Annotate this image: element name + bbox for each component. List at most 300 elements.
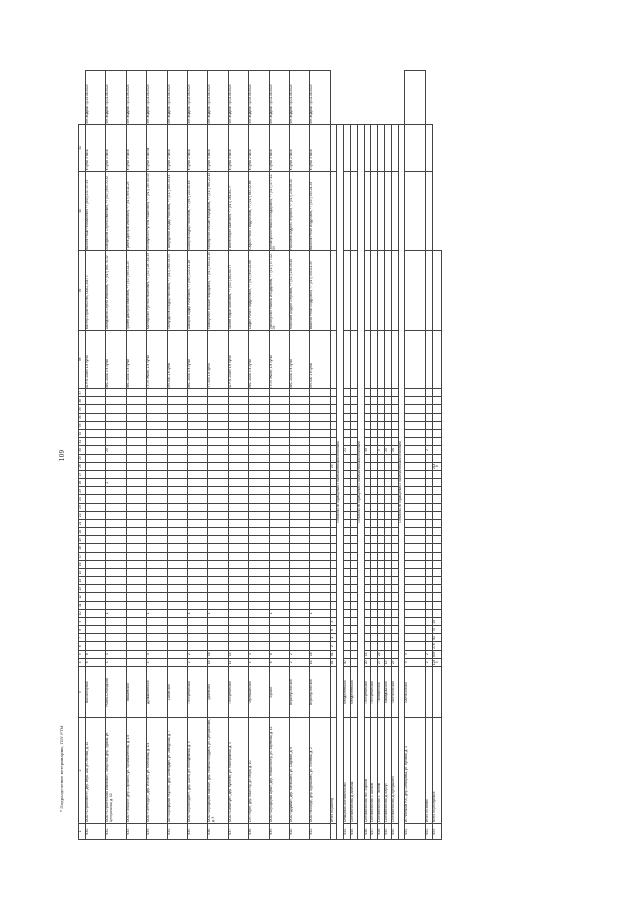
table-cell xyxy=(187,487,207,495)
table-cell xyxy=(385,519,392,527)
table-cell xyxy=(86,519,106,527)
table-cell xyxy=(330,124,337,171)
table-cell xyxy=(249,479,269,487)
table-cell xyxy=(405,470,425,478)
column-header: 41 xyxy=(79,124,86,171)
table-cell xyxy=(126,446,146,454)
table-cell xyxy=(167,593,187,601)
table-cell xyxy=(249,617,269,625)
table-cell xyxy=(364,389,371,397)
table-cell xyxy=(378,519,385,527)
table-cell xyxy=(385,470,392,478)
table-cell xyxy=(385,617,392,625)
table-cell xyxy=(425,389,432,397)
table-cell xyxy=(86,593,106,601)
table-cell: 25 xyxy=(391,658,398,666)
table-cell xyxy=(289,560,309,568)
table-cell xyxy=(371,421,378,429)
table-cell: ООО «Агрофирма Арча», дер. Новый Кинер, ул. Заречная, д. 12 xyxy=(269,718,289,823)
table-cell xyxy=(208,577,228,585)
table-cell xyxy=(432,536,441,544)
table-cell: СХП «Луч», дер. Кзыл Яр, ул. Мира, д. 10 xyxy=(249,718,269,823)
table-cell xyxy=(228,470,248,478)
table-cell xyxy=(391,617,398,625)
table-cell xyxy=(208,503,228,511)
table-cell xyxy=(385,585,392,593)
table-cell xyxy=(310,536,330,544)
table-cell xyxy=(371,397,378,405)
table-cell xyxy=(405,511,425,519)
column-header: 35 xyxy=(79,405,86,413)
table-cell xyxy=(126,503,146,511)
table-cell xyxy=(405,405,425,413)
table-cell xyxy=(289,577,309,585)
table-cell xyxy=(289,421,309,429)
table-cell xyxy=(228,430,248,438)
table-cell xyxy=(126,650,146,658)
table-cell xyxy=(289,479,309,487)
table-cell: Гайнутдинов Ильдар Раисович, +7 (917) 265-33-44 xyxy=(167,251,187,331)
table-cell xyxy=(289,413,309,421)
table-row xyxy=(86,71,106,840)
table-cell xyxy=(432,479,441,487)
table-cell xyxy=(106,617,126,625)
table-cell xyxy=(289,568,309,576)
table-cell xyxy=(344,470,351,478)
table-cell xyxy=(86,560,106,568)
table-cell xyxy=(310,560,330,568)
rotated-table-container xyxy=(78,70,442,840)
table-cell xyxy=(391,330,398,388)
table-cell: в сутки 2 часа xyxy=(187,124,207,171)
table-cell xyxy=(147,544,167,552)
table-cell xyxy=(378,330,385,388)
table-cell: 14 xyxy=(228,658,248,666)
table-cell xyxy=(126,454,146,462)
table-cell xyxy=(364,330,371,388)
table-cell xyxy=(228,462,248,470)
table-cell xyxy=(344,536,351,544)
summary-row xyxy=(378,71,385,840)
table-cell xyxy=(269,585,289,593)
table-cell xyxy=(126,397,146,405)
table-cell xyxy=(228,446,248,454)
table-cell xyxy=(425,495,432,503)
table-cell xyxy=(147,552,167,560)
table-cell xyxy=(330,568,337,576)
column-header: 30 xyxy=(79,446,86,454)
table-cell xyxy=(351,552,358,560)
table-cell xyxy=(106,421,126,429)
table-cell xyxy=(106,552,126,560)
table-cell xyxy=(269,519,289,527)
table-cell xyxy=(378,560,385,568)
table-cell xyxy=(310,389,330,397)
table-cell xyxy=(405,568,425,576)
table-cell xyxy=(208,552,228,560)
table-cell xyxy=(330,421,337,429)
table-cell xyxy=(249,503,269,511)
table-cell xyxy=(351,251,358,331)
table-cell xyxy=(86,577,106,585)
table-cell: 276 xyxy=(432,642,441,650)
table-cell xyxy=(167,552,187,560)
table-cell xyxy=(378,609,385,617)
table-cell xyxy=(228,487,248,495)
table-cell xyxy=(432,511,441,519)
table-cell xyxy=(289,511,309,519)
table-cell xyxy=(147,462,167,470)
table-cell xyxy=(126,413,146,421)
table-cell xyxy=(106,642,126,650)
summary-row xyxy=(425,71,432,840)
table-cell xyxy=(432,577,441,585)
table-cell xyxy=(330,666,337,717)
table-cell xyxy=(167,511,187,519)
table-cell: опт-выдача: ср.01.06.2024 xyxy=(147,71,167,125)
table-cell: ВКС-200Б 1 в сутки xyxy=(289,330,309,388)
table-cell: 630. xyxy=(86,823,106,839)
veterinary-objects-table xyxy=(78,70,442,840)
table-cell xyxy=(126,544,146,552)
table-cell xyxy=(391,413,398,421)
table-cell xyxy=(167,560,187,568)
table-cell xyxy=(228,397,248,405)
table-cell xyxy=(269,503,289,511)
table-cell: 639. xyxy=(269,823,289,839)
table-cell: 632. xyxy=(126,823,146,839)
table-cell xyxy=(425,454,432,462)
table-cell xyxy=(330,397,337,405)
table-cell xyxy=(106,495,126,503)
table-cell xyxy=(330,585,337,593)
table-cell xyxy=(351,585,358,593)
table-cell xyxy=(425,593,432,601)
table-cell xyxy=(405,601,425,609)
table-cell xyxy=(344,568,351,576)
table-cell xyxy=(228,536,248,544)
table-cell xyxy=(310,593,330,601)
table-cell xyxy=(351,650,358,658)
table-row xyxy=(269,71,289,840)
table-cell xyxy=(405,397,425,405)
table-cell xyxy=(432,413,441,421)
table-cell xyxy=(364,397,371,405)
column-header: 6 xyxy=(79,642,86,650)
column-header: 14 xyxy=(79,577,86,585)
table-cell: 18 xyxy=(208,658,228,666)
table-cell xyxy=(167,470,187,478)
table-cell xyxy=(269,601,289,609)
table-cell xyxy=(344,397,351,405)
table-cell xyxy=(126,438,146,446)
table-cell xyxy=(391,536,398,544)
table-cell: 48 xyxy=(364,446,371,454)
table-cell xyxy=(147,536,167,544)
table-cell xyxy=(344,171,351,251)
table-cell xyxy=(249,487,269,495)
table-cell xyxy=(187,577,207,585)
table-cell: ООО «Строительная компания», Татарстан, дер. Туразы, ул. Центральная, д. 10 xyxy=(106,718,126,823)
table-cell xyxy=(385,405,392,413)
table-cell xyxy=(249,609,269,617)
table-cell xyxy=(371,413,378,421)
column-header: 9 xyxy=(79,617,86,625)
table-cell xyxy=(425,397,432,405)
table-cell: Валиев Рашит Фанавиевич +7 (843) 2-07-97-33 xyxy=(86,171,106,251)
table-cell xyxy=(269,568,289,576)
table-cell xyxy=(269,495,289,503)
table-cell xyxy=(289,438,309,446)
table-cell xyxy=(126,479,146,487)
table-cell xyxy=(208,405,228,413)
table-cell xyxy=(310,446,330,454)
table-cell xyxy=(351,171,358,251)
table-cell xyxy=(385,642,392,650)
table-cell xyxy=(364,171,371,251)
table-cell xyxy=(167,389,187,397)
table-cell xyxy=(351,405,358,413)
table-cell xyxy=(405,495,425,503)
table-cell xyxy=(106,503,126,511)
table-cell xyxy=(167,626,187,634)
table-cell xyxy=(351,658,358,666)
table-cell: Скотомогильник д. Анатыш xyxy=(351,718,358,823)
table-cell xyxy=(167,642,187,650)
table-cell xyxy=(310,634,330,642)
table-cell xyxy=(344,454,351,462)
table-cell xyxy=(289,454,309,462)
table-cell xyxy=(147,487,167,495)
table-cell xyxy=(425,430,432,438)
table-cell xyxy=(351,609,358,617)
table-cell xyxy=(167,446,187,454)
table-cell xyxy=(371,601,378,609)
table-cell xyxy=(378,577,385,585)
table-cell xyxy=(391,650,398,658)
table-cell xyxy=(126,519,146,527)
table-cell xyxy=(344,511,351,519)
section-title: Объекты по обращению с биологическими отходами xyxy=(357,124,364,839)
table-cell xyxy=(289,601,309,609)
table-cell xyxy=(289,536,309,544)
table-cell xyxy=(385,487,392,495)
table-cell: 4 xyxy=(147,650,167,658)
table-cell xyxy=(385,577,392,585)
table-cell xyxy=(126,552,146,560)
table-cell xyxy=(371,462,378,470)
table-cell xyxy=(364,454,371,462)
table-cell xyxy=(269,446,289,454)
table-cell xyxy=(330,823,337,839)
table-cell xyxy=(208,544,228,552)
table-cell xyxy=(391,601,398,609)
table-cell: 1 xyxy=(187,609,207,617)
table-cell xyxy=(351,124,358,171)
table-cell xyxy=(126,617,146,625)
table-cell xyxy=(432,487,441,495)
table-cell: Вахитов Ренат Илдусович, +7 (917) 555-01-33 xyxy=(310,251,330,331)
table-cell xyxy=(106,626,126,634)
table-cell xyxy=(269,479,289,487)
table-cell xyxy=(425,479,432,487)
table-cell xyxy=(289,430,309,438)
table-cell xyxy=(269,544,289,552)
table-cell xyxy=(289,519,309,527)
table-cell xyxy=(364,642,371,650)
table-cell xyxy=(371,330,378,388)
section-row xyxy=(337,71,344,840)
table-cell xyxy=(432,503,441,511)
table-cell xyxy=(147,470,167,478)
table-cell xyxy=(228,511,248,519)
table-cell xyxy=(425,666,432,717)
table-cell xyxy=(249,389,269,397)
table-cell xyxy=(364,438,371,446)
footnote: * Подразделение ветеринарии, ГБУ РТМ xyxy=(59,725,64,812)
column-header: 10 xyxy=(79,609,86,617)
table-cell: Пестречинский xyxy=(228,666,248,717)
table-cell xyxy=(371,124,378,171)
table-cell xyxy=(187,536,207,544)
table-cell: Пестречинский xyxy=(364,666,371,717)
table-cell xyxy=(126,577,146,585)
table-cell xyxy=(405,330,425,388)
table-cell xyxy=(385,438,392,446)
table-cell: Шакиров Айдар Ринатович, +7 (987) 222-41-18 xyxy=(187,171,207,251)
table-cell xyxy=(385,536,392,544)
column-header: 38 xyxy=(79,330,86,388)
table-cell xyxy=(208,479,228,487)
table-cell xyxy=(208,470,228,478)
table-cell xyxy=(391,405,398,413)
table-cell: 40 xyxy=(344,658,351,666)
table-cell xyxy=(126,593,146,601)
table-cell xyxy=(405,446,425,454)
table-cell xyxy=(351,397,358,405)
table-cell xyxy=(385,421,392,429)
table-cell xyxy=(405,519,425,527)
table-cell xyxy=(371,617,378,625)
table-cell xyxy=(147,421,167,429)
table-cell: опт-выдача: ср.01.06.2024 xyxy=(106,71,126,125)
table-cell: 1 xyxy=(269,609,289,617)
table-cell xyxy=(391,552,398,560)
table-row xyxy=(167,71,187,840)
table-cell: Чистопольский xyxy=(391,666,398,717)
table-cell: 4 xyxy=(147,658,167,666)
table-cell xyxy=(228,642,248,650)
table-cell: Всего по республике xyxy=(432,718,441,823)
table-cell xyxy=(86,585,106,593)
table-cell xyxy=(249,446,269,454)
table-cell xyxy=(385,634,392,642)
table-cell xyxy=(425,577,432,585)
table-cell xyxy=(364,479,371,487)
table-cell: Тукаевский xyxy=(208,666,228,717)
table-cell xyxy=(344,560,351,568)
table-cell xyxy=(364,413,371,421)
table-cell xyxy=(432,405,441,413)
table-cell xyxy=(344,421,351,429)
table-cell xyxy=(147,495,167,503)
table-cell: Рыбно-Слободский xyxy=(106,666,126,717)
table-cell xyxy=(364,487,371,495)
table-cell: в сутки 4 часа xyxy=(106,124,126,171)
table-cell xyxy=(106,585,126,593)
table-cell xyxy=(86,544,106,552)
table-cell: Шакиров Айдар Ринатович, +7 (987) 222-41-18 xyxy=(187,251,207,331)
table-cell xyxy=(228,438,248,446)
table-cell xyxy=(126,609,146,617)
table-row xyxy=(228,71,248,840)
table-cell xyxy=(208,454,228,462)
table-cell xyxy=(330,251,337,331)
table-cell xyxy=(425,487,432,495)
table-cell xyxy=(432,609,441,617)
table-cell xyxy=(187,552,207,560)
table-cell xyxy=(344,642,351,650)
table-cell xyxy=(86,609,106,617)
table-cell: опт-выдача: ср.05.06.2024 xyxy=(249,71,269,125)
table-cell xyxy=(378,413,385,421)
table-cell xyxy=(228,544,248,552)
table-cell xyxy=(405,593,425,601)
table-cell xyxy=(86,397,106,405)
table-cell xyxy=(351,536,358,544)
table-cell xyxy=(425,470,432,478)
table-cell xyxy=(351,601,358,609)
table-cell xyxy=(208,487,228,495)
table-cell xyxy=(310,413,330,421)
table-cell xyxy=(310,552,330,560)
column-header: 25 xyxy=(79,487,86,495)
table-cell xyxy=(351,413,358,421)
table-cell xyxy=(106,389,126,397)
table-cell xyxy=(425,421,432,429)
table-cell xyxy=(378,593,385,601)
table-cell xyxy=(364,560,371,568)
table-cell xyxy=(391,585,398,593)
table-cell xyxy=(378,634,385,642)
table-cell xyxy=(147,503,167,511)
table-cell: 81 xyxy=(432,634,441,642)
table-cell xyxy=(187,479,207,487)
table-row xyxy=(310,71,330,840)
table-cell xyxy=(385,560,392,568)
table-cell: Дрожжановский xyxy=(147,666,167,717)
table-cell xyxy=(405,536,425,544)
table-cell xyxy=(371,626,378,634)
table-cell xyxy=(378,536,385,544)
table-cell: 14 xyxy=(364,650,371,658)
table-cell xyxy=(385,503,392,511)
table-cell xyxy=(391,609,398,617)
table-cell xyxy=(228,421,248,429)
table-cell xyxy=(330,544,337,552)
table-cell: опт-выдача: ср.23.06.2024 xyxy=(86,71,106,125)
table-cell xyxy=(147,577,167,585)
table-cell xyxy=(391,544,398,552)
table-cell xyxy=(378,124,385,171)
table-cell xyxy=(86,511,106,519)
table-cell xyxy=(269,536,289,544)
table-cell xyxy=(425,552,432,560)
table-cell: Гайнутдинов Ильдар Раисович, +7 (917) 265-33-44 xyxy=(167,171,187,251)
table-cell xyxy=(405,626,425,634)
table-cell xyxy=(371,495,378,503)
table-cell: Скотомогильник с. Шигали xyxy=(371,718,378,823)
